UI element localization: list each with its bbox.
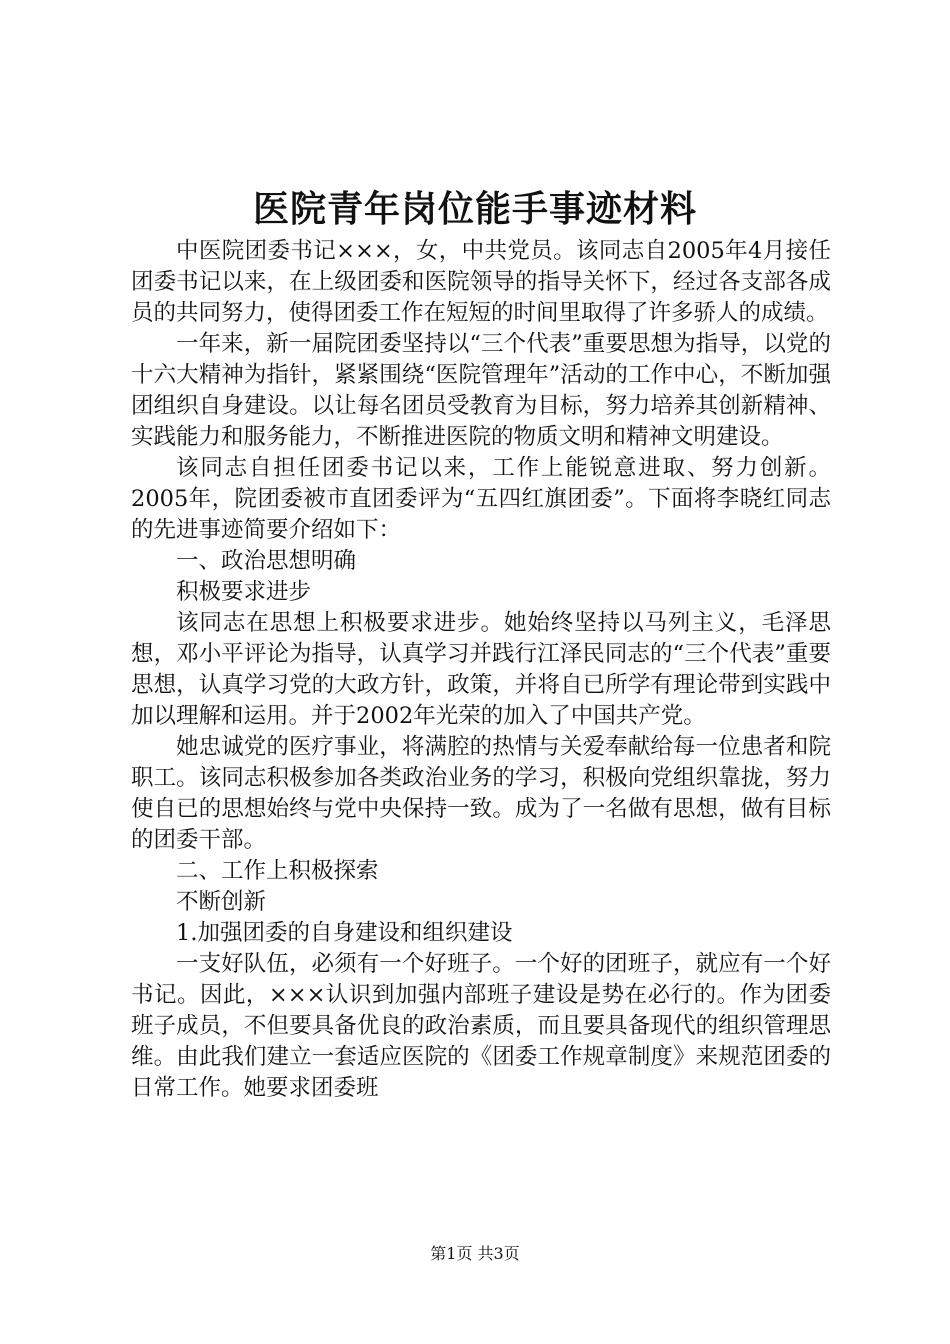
section-heading-2: 二、工作上积极探索	[176, 858, 379, 884]
section-subheading-1: 积极要求进步	[176, 579, 312, 605]
section-subheading-2: 不断创新	[176, 889, 267, 915]
paragraph-dedication: 她忠诚党的医疗事业，将满腔的热情与关爱奉献给每一位患者和院职工。该同志积极参加各类政治业务的学习，积极向党组织靠拢，努力使自已的思想始终与党中央保持一致。成为了一名做有思想，做有目标的团委干部。	[131, 734, 831, 853]
paragraph-overview: 一年来，新一届院团委坚持以“三个代表”重要思想为指导，以党的十六大精神为指针，紧紧围绕“医院管理年”活动的工作中心，不断加强团组织自身建设。以让每名团员受教育为目标，努力培养其创新精神、实践能力和服务能力，不断推进医院的物质文明和精神文明建设。	[131, 331, 831, 450]
document-body	[131, 236, 831, 1104]
paragraph-intro: 中医院团委书记×××，女，中共党员。该同志自2005年4月接任团委书记以来，在上级团委和医院领导的指导关怀下，经过各支部各成员的共同努力，使得团委工作在短短的时间里取得了许多骄人的成绩。	[131, 238, 831, 326]
paragraph-team-building: 一支好队伍，必须有一个好班子。一个好的团班子，就应有一个好书记。因此，×××认识到加强内部班子建设是势在必行的。作为团委班子成员，不但要具备优良的政治素质，而且要具备现代的组织管理思维。由此我们建立一套适应医院的《团委工作规章制度》来规范团委的日常工作。她要求团委班	[131, 951, 831, 1101]
section-heading-1: 一、政治思想明确	[176, 548, 357, 574]
paragraph-achievements: 该同志自担任团委书记以来，工作上能锐意进取、努力创新。2005年，院团委被市直团委评为“五四红旗团委”。下面将李晓红同志的先进事迹简要介绍如下：	[131, 455, 831, 543]
document-title: 医院青年岗位能手事迹材料	[252, 188, 697, 230]
paragraph-political: 该同志在思想上积极要求进步。她始终坚持以马列主义，毛泽思想，邓小平评论为指导，认真学习并践行江泽民同志的“三个代表”重要思想，认真学习党的大政方针，政策，并将自已所学有理论带到实践中加以理解和运用。并于2002年光荣的加入了中国共产党。	[131, 610, 831, 729]
page-number-footer: 第1页 共3页	[430, 1244, 520, 1263]
subsection-heading-1: 1.加强团委的自身建设和组织建设	[176, 920, 513, 946]
